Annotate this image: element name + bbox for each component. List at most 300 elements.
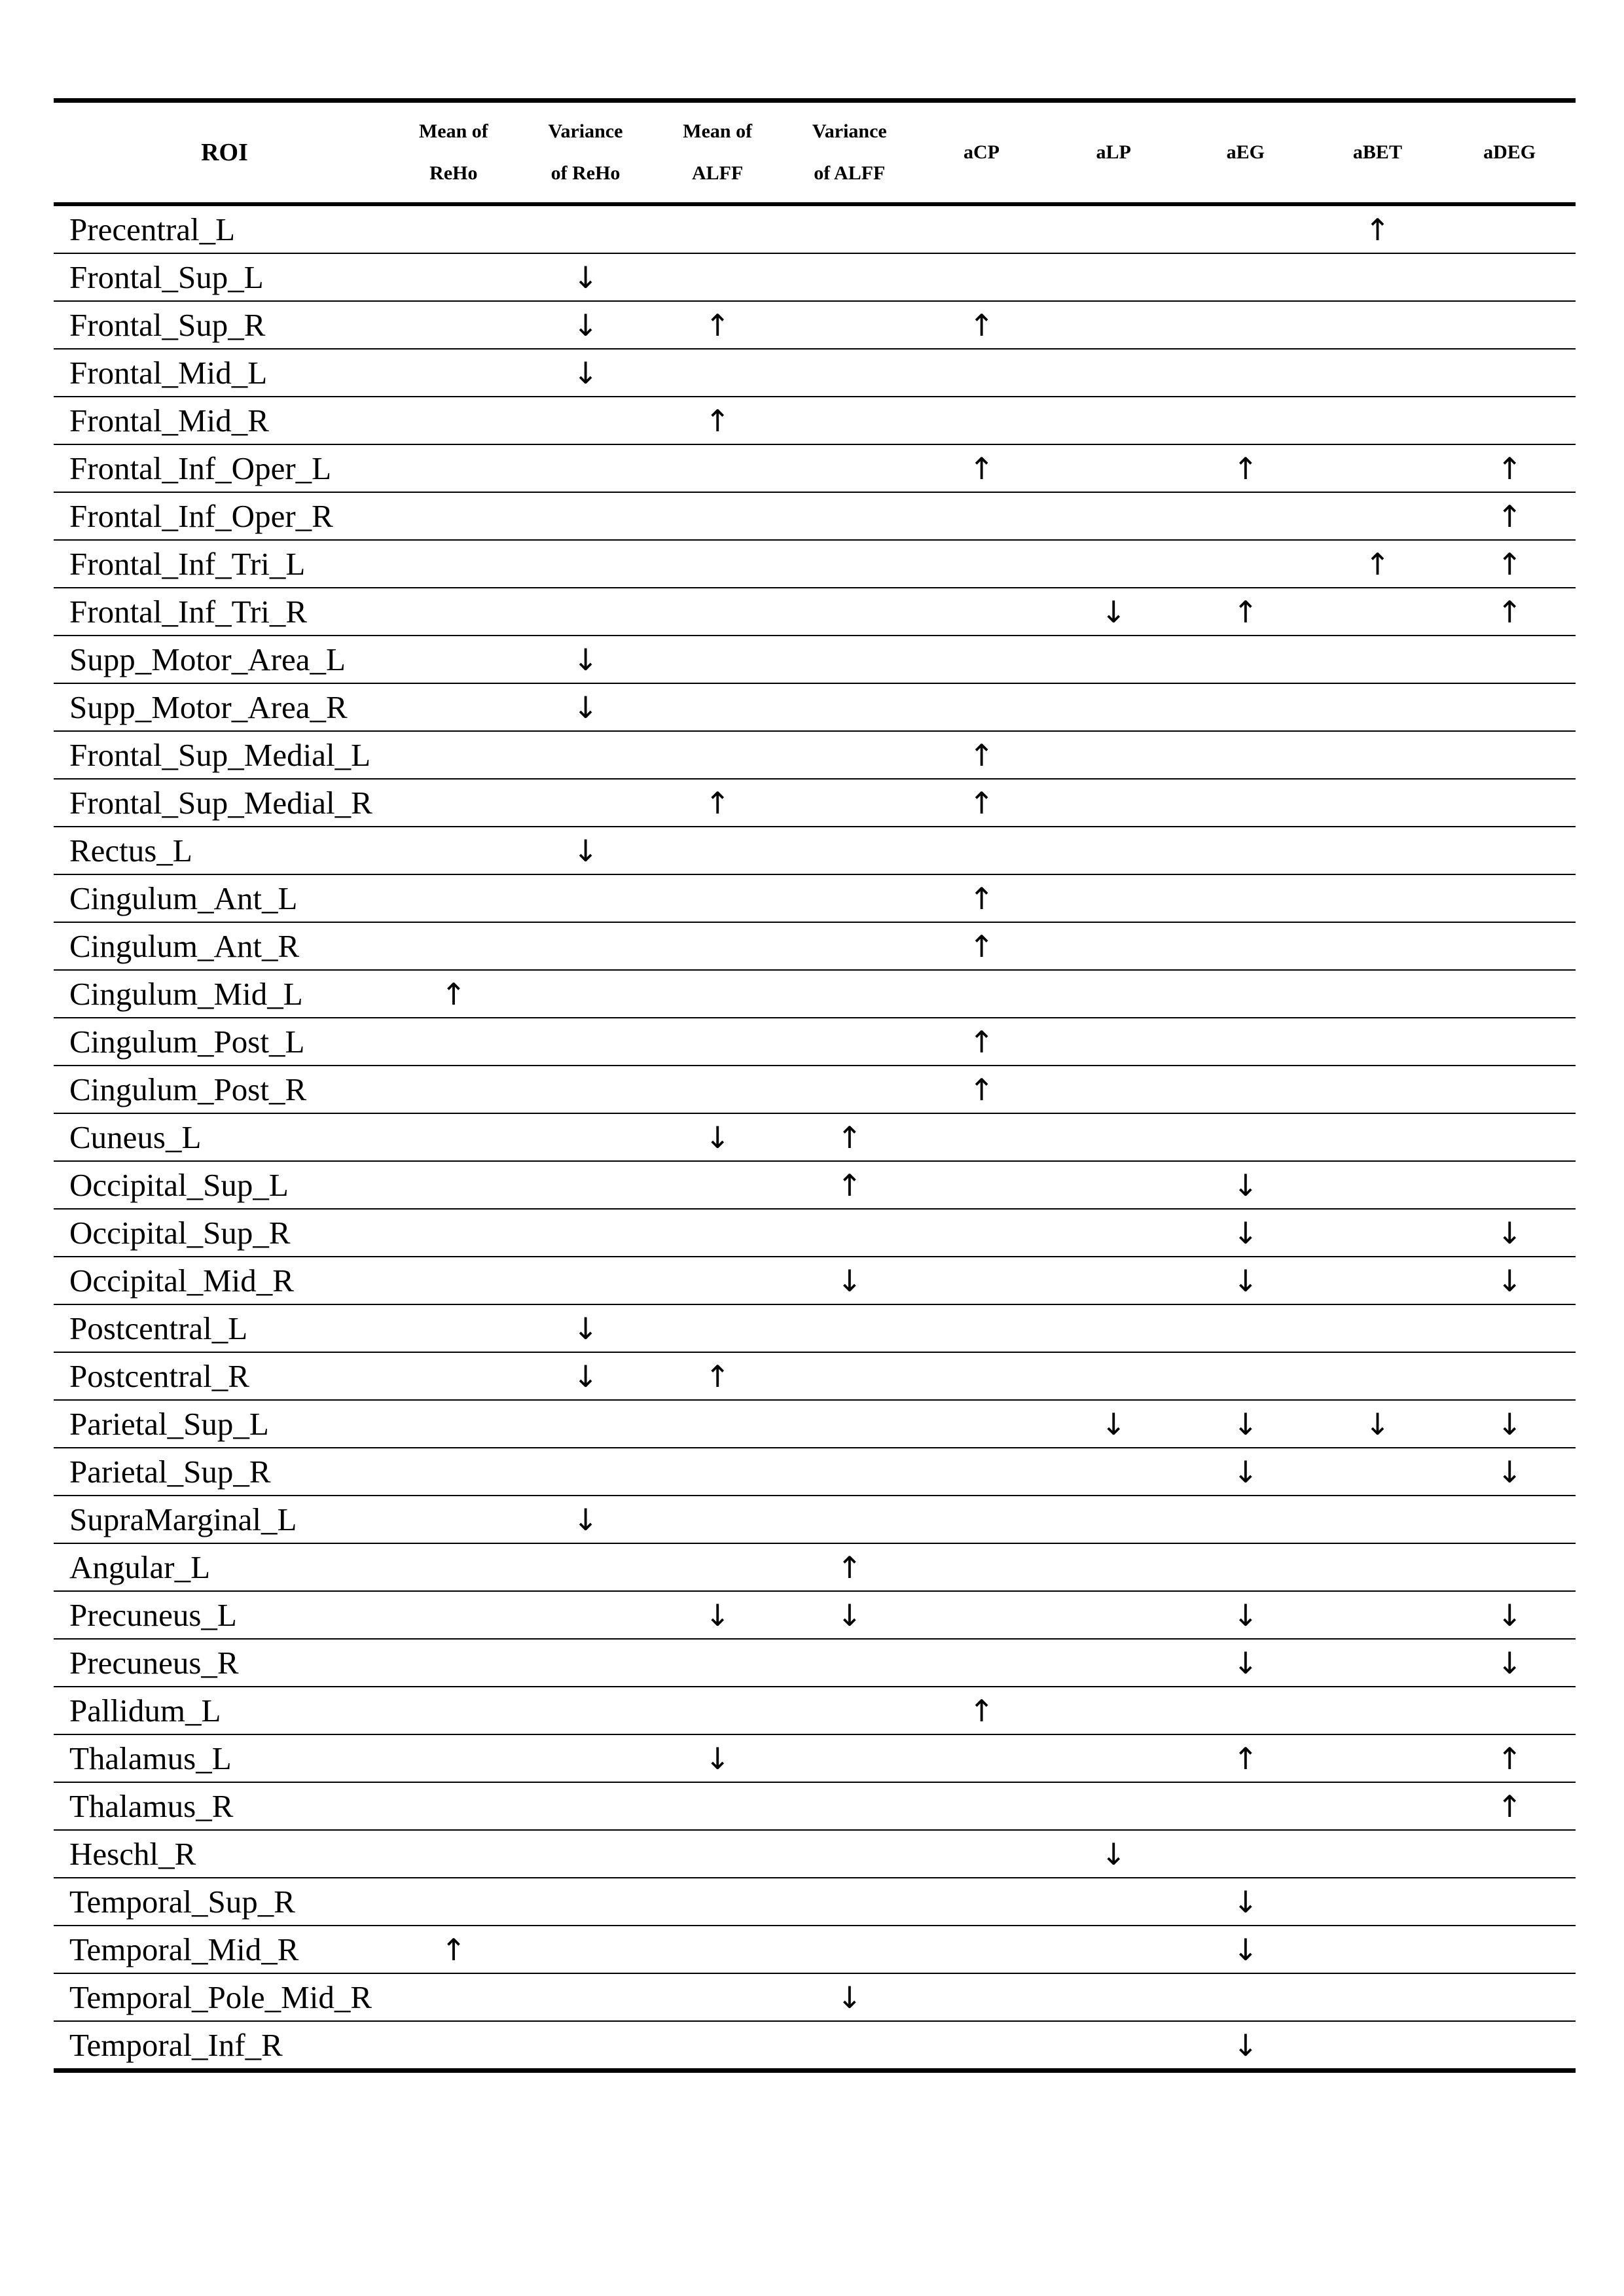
roi-name-cell: Occipital_Sup_L bbox=[54, 1161, 388, 1209]
empty-cell-adeg bbox=[1443, 1352, 1576, 1400]
decrease-arrow-cell-adeg: ↓ bbox=[1443, 1400, 1576, 1448]
table-row bbox=[54, 204, 1576, 253]
empty-cell-var_reho bbox=[520, 588, 652, 636]
table-row bbox=[54, 827, 1576, 874]
roi-name-cell: Supp_Motor_Area_R bbox=[54, 683, 388, 731]
empty-cell-mean_alff bbox=[651, 540, 784, 588]
empty-cell-acp bbox=[916, 1448, 1048, 1496]
empty-cell-mean_alff bbox=[651, 874, 784, 922]
increase-arrow-cell-abet: ↑ bbox=[1312, 204, 1444, 253]
empty-cell-alp bbox=[1047, 636, 1180, 683]
roi-name-cell: Precuneus_L bbox=[54, 1591, 388, 1639]
empty-cell-alp bbox=[1047, 1973, 1180, 2021]
column-header-abet bbox=[1312, 101, 1444, 205]
empty-cell-var_alff bbox=[784, 1066, 916, 1113]
table-row bbox=[54, 1400, 1576, 1448]
empty-cell-var_reho bbox=[520, 922, 652, 970]
table-row bbox=[54, 1543, 1576, 1591]
empty-cell-var_reho bbox=[520, 779, 652, 827]
empty-cell-adeg bbox=[1443, 970, 1576, 1018]
empty-cell-var_reho bbox=[520, 1639, 652, 1687]
empty-cell-abet bbox=[1312, 1304, 1444, 1352]
empty-cell-abet bbox=[1312, 253, 1444, 301]
decrease-arrow-cell-var_reho: ↓ bbox=[520, 349, 652, 397]
empty-cell-acp bbox=[916, 1878, 1048, 1926]
table-row bbox=[54, 970, 1576, 1018]
roi-name-cell: Temporal_Inf_R bbox=[69, 2027, 283, 2063]
roi-name-cell: Frontal_Inf_Tri_R bbox=[54, 588, 388, 636]
empty-cell-adeg bbox=[1443, 636, 1576, 683]
empty-cell-adeg bbox=[1443, 349, 1576, 397]
empty-cell-alp bbox=[1047, 1066, 1180, 1113]
empty-cell-abet bbox=[1312, 1113, 1444, 1161]
table-row bbox=[54, 1830, 1576, 1878]
empty-cell-mean_reho bbox=[388, 1878, 520, 1926]
roi-name-cell: Temporal_Sup_R bbox=[54, 1878, 388, 1926]
roi-name-cell: Cuneus_L bbox=[54, 1113, 388, 1161]
empty-cell-abet bbox=[1312, 1543, 1444, 1591]
roi-name-cell: Precuneus_R bbox=[54, 1639, 388, 1687]
empty-cell-abet bbox=[1312, 1687, 1444, 1734]
table-row bbox=[54, 1639, 1576, 1687]
empty-cell-abet bbox=[1312, 1830, 1444, 1878]
empty-cell-var_reho bbox=[520, 1400, 652, 1448]
empty-cell-mean_alff bbox=[651, 970, 784, 1018]
empty-cell-abet bbox=[1312, 1734, 1444, 1782]
table-row bbox=[54, 636, 1576, 683]
empty-cell-adeg bbox=[1443, 1018, 1576, 1066]
empty-cell-mean_reho bbox=[388, 2021, 520, 2071]
empty-cell-acp bbox=[916, 1830, 1048, 1878]
empty-cell-abet bbox=[1312, 1973, 1444, 2021]
empty-cell-mean_alff bbox=[651, 922, 784, 970]
increase-arrow-cell-var_alff: ↑ bbox=[784, 1113, 916, 1161]
decrease-arrow-cell-var_reho: ↓ bbox=[520, 301, 652, 349]
empty-cell-mean_alff bbox=[651, 2021, 784, 2071]
empty-cell-mean_alff bbox=[651, 1448, 784, 1496]
empty-cell-alp bbox=[1047, 253, 1180, 301]
column-header-line: ALFF bbox=[691, 162, 744, 184]
increase-arrow-cell-acp: ↑ bbox=[916, 301, 1048, 349]
empty-cell-alp bbox=[1047, 1878, 1180, 1926]
column-header-line: of ReHo bbox=[550, 162, 621, 184]
increase-arrow-cell-acp: ↑ bbox=[916, 1066, 1048, 1113]
column-header-line: aEG bbox=[1226, 141, 1265, 163]
empty-cell-mean_reho bbox=[388, 922, 520, 970]
empty-cell-aeg bbox=[1180, 492, 1312, 540]
roi-name-cell: Occipital_Sup_R bbox=[54, 1209, 388, 1257]
empty-cell-var_alff bbox=[784, 1352, 916, 1400]
empty-cell-abet bbox=[1312, 1782, 1444, 1830]
empty-cell-var_alff bbox=[784, 1304, 916, 1352]
column-header-line: aBET bbox=[1352, 141, 1402, 163]
empty-cell-adeg bbox=[1443, 253, 1576, 301]
column-header-line: ReHo bbox=[429, 162, 478, 184]
empty-cell-mean_alff bbox=[651, 1066, 784, 1113]
empty-cell-var_reho bbox=[520, 1113, 652, 1161]
empty-cell-mean_alff bbox=[651, 1639, 784, 1687]
empty-cell-adeg bbox=[1443, 922, 1576, 970]
empty-cell-var_alff bbox=[784, 683, 916, 731]
empty-cell-mean_reho bbox=[388, 1687, 520, 1734]
empty-cell-mean_alff bbox=[651, 1687, 784, 1734]
column-header-mean_alff bbox=[651, 101, 784, 205]
column-header-line: of ALFF bbox=[814, 162, 886, 184]
empty-cell-alp bbox=[1047, 444, 1180, 492]
table-row bbox=[54, 1878, 1576, 1926]
empty-cell-var_alff bbox=[784, 1400, 916, 1448]
table-row bbox=[54, 444, 1576, 492]
table-row bbox=[54, 492, 1576, 540]
decrease-arrow-cell-aeg: ↓ bbox=[1180, 1257, 1312, 1304]
empty-cell-var_reho bbox=[520, 540, 652, 588]
empty-cell-mean_alff bbox=[651, 1926, 784, 1973]
empty-cell-mean_reho bbox=[388, 874, 520, 922]
column-header-line: Variance bbox=[812, 120, 887, 142]
empty-cell-var_reho bbox=[520, 1161, 652, 1209]
empty-cell-var_alff bbox=[784, 301, 916, 349]
decrease-arrow-cell-mean_alff: ↓ bbox=[651, 1591, 784, 1639]
empty-cell-acp bbox=[916, 2021, 1048, 2071]
table-row bbox=[54, 1687, 1576, 1734]
empty-cell-alp bbox=[1047, 874, 1180, 922]
roi-name-cell: Temporal_Mid_R bbox=[54, 1926, 388, 1973]
table-row bbox=[54, 1352, 1576, 1400]
column-header-line: Mean of bbox=[683, 120, 753, 142]
table-row bbox=[54, 1304, 1576, 1352]
table-row bbox=[54, 874, 1576, 922]
empty-cell-adeg bbox=[1443, 2021, 1576, 2071]
empty-cell-mean_alff bbox=[651, 1830, 784, 1878]
roi-name-cell: Frontal_Mid_R bbox=[54, 397, 388, 444]
empty-cell-var_alff bbox=[784, 1782, 916, 1830]
empty-cell-var_alff bbox=[784, 1018, 916, 1066]
column-header-aeg bbox=[1180, 101, 1312, 205]
decrease-arrow-cell-var_reho: ↓ bbox=[520, 636, 652, 683]
empty-cell-mean_reho bbox=[388, 1161, 520, 1209]
increase-arrow-cell-mean_alff: ↑ bbox=[651, 779, 784, 827]
increase-arrow-cell-adeg: ↑ bbox=[1443, 540, 1576, 588]
empty-cell-mean_alff bbox=[651, 1161, 784, 1209]
column-header-var_reho bbox=[520, 101, 652, 205]
empty-cell-adeg bbox=[1443, 683, 1576, 731]
empty-cell-acp bbox=[916, 540, 1048, 588]
empty-cell-mean_alff bbox=[651, 588, 784, 636]
decrease-arrow-cell-mean_alff: ↓ bbox=[651, 1113, 784, 1161]
empty-cell-aeg bbox=[1180, 1973, 1312, 2021]
decrease-arrow-cell-var_reho: ↓ bbox=[520, 253, 652, 301]
empty-cell-var_reho bbox=[520, 1591, 652, 1639]
decrease-arrow-cell-aeg: ↓ bbox=[1180, 1926, 1312, 1973]
empty-cell-abet bbox=[1312, 731, 1444, 779]
decrease-arrow-cell-aeg: ↓ bbox=[1180, 1639, 1312, 1687]
empty-cell-aeg bbox=[1180, 1113, 1312, 1161]
empty-cell-alp bbox=[1047, 779, 1180, 827]
empty-cell-var_alff bbox=[784, 588, 916, 636]
empty-cell-var_alff bbox=[784, 1448, 916, 1496]
decrease-arrow-cell-var_alff: ↓ bbox=[784, 1973, 916, 2021]
roi-name-cell: Postcentral_R bbox=[54, 1352, 388, 1400]
empty-cell-mean_alff bbox=[651, 683, 784, 731]
roi-name-cell: Occipital_Mid_R bbox=[54, 1257, 388, 1304]
decrease-arrow-cell-var_reho: ↓ bbox=[520, 827, 652, 874]
empty-cell-abet bbox=[1312, 444, 1444, 492]
empty-cell-abet bbox=[1312, 683, 1444, 731]
empty-cell-mean_reho bbox=[388, 1591, 520, 1639]
empty-cell-alp bbox=[1047, 970, 1180, 1018]
decrease-arrow-cell-mean_alff: ↓ bbox=[651, 1734, 784, 1782]
empty-cell-abet bbox=[1312, 1639, 1444, 1687]
column-header-adeg bbox=[1443, 101, 1576, 205]
empty-cell-var_alff bbox=[784, 492, 916, 540]
column-header-line: Variance bbox=[548, 120, 623, 142]
empty-cell-abet bbox=[1312, 922, 1444, 970]
empty-cell-adeg bbox=[1443, 1926, 1576, 1973]
header-row bbox=[54, 101, 1576, 205]
empty-cell-alp bbox=[1047, 1209, 1180, 1257]
empty-cell-aeg bbox=[1180, 922, 1312, 970]
empty-cell-var_alff bbox=[784, 1209, 916, 1257]
empty-cell-aeg bbox=[1180, 1782, 1312, 1830]
empty-cell-mean_alff bbox=[651, 1304, 784, 1352]
empty-cell-var_alff bbox=[784, 922, 916, 970]
empty-cell-var_reho bbox=[520, 1782, 652, 1830]
empty-cell-adeg bbox=[1443, 301, 1576, 349]
roi-name-cell: Thalamus_R bbox=[54, 1782, 388, 1830]
empty-cell-acp bbox=[916, 1926, 1048, 1973]
empty-cell-var_reho bbox=[520, 2021, 652, 2071]
decrease-arrow-cell-adeg: ↓ bbox=[1443, 1448, 1576, 1496]
decrease-arrow-cell-abet: ↓ bbox=[1312, 1400, 1444, 1448]
empty-cell-mean_alff bbox=[651, 1496, 784, 1543]
empty-cell-mean_alff bbox=[651, 349, 784, 397]
table-row bbox=[54, 731, 1576, 779]
column-header-line: aCP bbox=[963, 141, 1000, 163]
empty-cell-mean_reho bbox=[388, 731, 520, 779]
empty-cell-aeg bbox=[1180, 1687, 1312, 1734]
empty-cell-aeg bbox=[1180, 874, 1312, 922]
increase-arrow-cell-mean_alff: ↑ bbox=[651, 397, 784, 444]
table-row bbox=[54, 2021, 1576, 2071]
empty-cell-aeg bbox=[1180, 1066, 1312, 1113]
empty-cell-mean_alff bbox=[651, 731, 784, 779]
empty-cell-mean_alff bbox=[651, 1878, 784, 1926]
empty-cell-aeg bbox=[1180, 731, 1312, 779]
empty-cell-acp bbox=[916, 1639, 1048, 1687]
roi-name-cell: Parietal_Sup_L bbox=[54, 1400, 388, 1448]
empty-cell-alp bbox=[1047, 1352, 1180, 1400]
roi-name-cell: Frontal_Sup_R bbox=[54, 301, 388, 349]
roi-name-cell: Cingulum_Post_R bbox=[54, 1066, 388, 1113]
empty-cell-mean_alff bbox=[651, 1400, 784, 1448]
empty-cell-adeg bbox=[1443, 1973, 1576, 2021]
empty-cell-acp bbox=[916, 397, 1048, 444]
empty-cell-mean_reho bbox=[388, 1734, 520, 1782]
empty-cell-aeg bbox=[1180, 1304, 1312, 1352]
empty-cell-aeg bbox=[1180, 301, 1312, 349]
empty-cell-mean_alff bbox=[651, 204, 784, 253]
roi-name-cell: Pallidum_L bbox=[54, 1687, 388, 1734]
empty-cell-alp bbox=[1047, 349, 1180, 397]
empty-cell-mean_reho bbox=[388, 1973, 520, 2021]
empty-cell-var_alff bbox=[784, 1734, 916, 1782]
decrease-arrow-cell-adeg: ↓ bbox=[1443, 1209, 1576, 1257]
decrease-arrow-cell-aeg: ↓ bbox=[1180, 1591, 1312, 1639]
empty-cell-acp bbox=[916, 970, 1048, 1018]
empty-cell-alp bbox=[1047, 683, 1180, 731]
roi-name-cell: Temporal_Pole_Mid_R bbox=[54, 1973, 388, 2021]
table-row bbox=[54, 1209, 1576, 1257]
empty-cell-mean_reho bbox=[388, 492, 520, 540]
empty-cell-acp bbox=[916, 1543, 1048, 1591]
empty-cell-abet bbox=[1312, 1209, 1444, 1257]
empty-cell-adeg bbox=[1443, 1687, 1576, 1734]
empty-cell-var_reho bbox=[520, 397, 652, 444]
empty-cell-mean_reho bbox=[388, 1352, 520, 1400]
empty-cell-abet bbox=[1312, 1591, 1444, 1639]
empty-cell-abet bbox=[1312, 349, 1444, 397]
empty-cell-var_alff bbox=[784, 1878, 916, 1926]
table-row bbox=[54, 253, 1576, 301]
empty-cell-mean_reho bbox=[388, 1066, 520, 1113]
increase-arrow-cell-mean_reho: ↑ bbox=[388, 1926, 520, 1973]
empty-cell-adeg bbox=[1443, 874, 1576, 922]
increase-arrow-cell-acp: ↑ bbox=[916, 779, 1048, 827]
empty-cell-abet bbox=[1312, 1257, 1444, 1304]
empty-cell-adeg bbox=[1443, 1113, 1576, 1161]
empty-cell-alp bbox=[1047, 2021, 1180, 2071]
empty-cell-adeg bbox=[1443, 731, 1576, 779]
decrease-arrow-cell-alp: ↓ bbox=[1047, 588, 1180, 636]
decrease-arrow-cell-var_alff: ↓ bbox=[784, 1591, 916, 1639]
empty-cell-alp bbox=[1047, 922, 1180, 970]
empty-cell-var_alff bbox=[784, 874, 916, 922]
empty-cell-alp bbox=[1047, 1304, 1180, 1352]
column-header-roi bbox=[54, 101, 388, 205]
increase-arrow-cell-acp: ↑ bbox=[916, 444, 1048, 492]
empty-cell-var_alff bbox=[784, 1639, 916, 1687]
empty-cell-var_alff bbox=[784, 444, 916, 492]
empty-cell-adeg bbox=[1443, 1543, 1576, 1591]
increase-arrow-cell-adeg: ↑ bbox=[1443, 1782, 1576, 1830]
empty-cell-mean_alff bbox=[651, 1209, 784, 1257]
empty-cell-alp bbox=[1047, 492, 1180, 540]
roi-name-cell: Heschl_R bbox=[54, 1830, 388, 1878]
empty-cell-aeg bbox=[1180, 253, 1312, 301]
empty-cell-abet bbox=[1312, 2021, 1444, 2071]
table-body bbox=[54, 204, 1576, 2071]
empty-cell-acp bbox=[916, 1591, 1048, 1639]
empty-cell-mean_reho bbox=[388, 683, 520, 731]
increase-arrow-cell-aeg: ↑ bbox=[1180, 444, 1312, 492]
empty-cell-acp bbox=[916, 1734, 1048, 1782]
empty-cell-mean_alff bbox=[651, 1543, 784, 1591]
empty-cell-acp bbox=[916, 827, 1048, 874]
empty-cell-abet bbox=[1312, 970, 1444, 1018]
empty-cell-aeg bbox=[1180, 204, 1312, 253]
column-header-line: Mean of bbox=[418, 120, 488, 142]
empty-cell-mean_alff bbox=[651, 827, 784, 874]
column-header-line: aDEG bbox=[1483, 141, 1536, 163]
empty-cell-mean_reho bbox=[388, 1304, 520, 1352]
empty-cell-acp bbox=[916, 1352, 1048, 1400]
empty-cell-aeg bbox=[1180, 1018, 1312, 1066]
empty-cell-var_alff bbox=[784, 204, 916, 253]
table-row bbox=[54, 397, 1576, 444]
empty-cell-alp bbox=[1047, 1448, 1180, 1496]
roi-name-cell: Frontal_Sup_Medial_L bbox=[54, 731, 388, 779]
empty-cell-var_reho bbox=[520, 1830, 652, 1878]
empty-cell-alp bbox=[1047, 1161, 1180, 1209]
table-row bbox=[54, 779, 1576, 827]
empty-cell-mean_alff bbox=[651, 1973, 784, 2021]
decrease-arrow-cell-var_reho: ↓ bbox=[520, 683, 652, 731]
empty-cell-abet bbox=[1312, 397, 1444, 444]
empty-cell-var_alff bbox=[784, 1496, 916, 1543]
empty-cell-mean_alff bbox=[651, 444, 784, 492]
empty-cell-acp bbox=[916, 588, 1048, 636]
empty-cell-aeg bbox=[1180, 1496, 1312, 1543]
empty-cell-var_reho bbox=[520, 1257, 652, 1304]
roi-name-cell: Cingulum_Ant_R bbox=[54, 922, 388, 970]
empty-cell-adeg bbox=[1443, 1830, 1576, 1878]
column-header-var_alff bbox=[784, 101, 916, 205]
empty-cell-abet bbox=[1312, 1448, 1444, 1496]
empty-cell-mean_reho bbox=[388, 1018, 520, 1066]
column-header-alp bbox=[1047, 101, 1180, 205]
empty-cell-adeg bbox=[1443, 1496, 1576, 1543]
empty-cell-aeg bbox=[1180, 540, 1312, 588]
roi-name-cell: Frontal_Inf_Oper_L bbox=[54, 444, 388, 492]
empty-cell-mean_reho bbox=[388, 301, 520, 349]
empty-cell-var_alff bbox=[784, 2021, 916, 2071]
roi-name-cell: SupraMarginal_L bbox=[54, 1496, 388, 1543]
decrease-arrow-cell-alp: ↓ bbox=[1047, 1830, 1180, 1878]
roi-name-cell: Cingulum_Ant_L bbox=[54, 874, 388, 922]
empty-cell-acp bbox=[916, 1113, 1048, 1161]
increase-arrow-cell-mean_reho: ↑ bbox=[388, 970, 520, 1018]
empty-cell-var_reho bbox=[520, 1878, 652, 1926]
empty-cell-alp bbox=[1047, 1113, 1180, 1161]
table-row bbox=[54, 1113, 1576, 1161]
empty-cell-var_alff bbox=[784, 827, 916, 874]
empty-cell-acp bbox=[916, 492, 1048, 540]
empty-cell-mean_alff bbox=[651, 636, 784, 683]
decrease-arrow-cell-aeg: ↓ bbox=[1180, 1161, 1312, 1209]
empty-cell-aeg bbox=[1180, 683, 1312, 731]
empty-cell-aeg bbox=[1180, 636, 1312, 683]
empty-cell-mean_reho bbox=[388, 1257, 520, 1304]
empty-cell-var_alff bbox=[784, 731, 916, 779]
increase-arrow-cell-acp: ↑ bbox=[916, 1018, 1048, 1066]
roi-name-cell: Frontal_Inf_Tri_L bbox=[54, 540, 388, 588]
empty-cell-alp bbox=[1047, 827, 1180, 874]
empty-cell-mean_reho bbox=[388, 1782, 520, 1830]
empty-cell-var_alff bbox=[784, 1926, 916, 1973]
roi-name-cell: Frontal_Sup_L bbox=[54, 253, 388, 301]
empty-cell-mean_reho bbox=[388, 349, 520, 397]
empty-cell-mean_reho bbox=[388, 1400, 520, 1448]
column-header-line: aLP bbox=[1096, 141, 1131, 163]
table-row bbox=[54, 1734, 1576, 1782]
empty-cell-var_alff bbox=[784, 397, 916, 444]
empty-cell-mean_reho bbox=[388, 1113, 520, 1161]
empty-cell-mean_reho bbox=[388, 444, 520, 492]
empty-cell-aeg bbox=[1180, 1543, 1312, 1591]
roi-name-cell: Angular_L bbox=[54, 1543, 388, 1591]
empty-cell-aeg bbox=[1180, 779, 1312, 827]
roi-name-cell: Frontal_Mid_L bbox=[54, 349, 388, 397]
